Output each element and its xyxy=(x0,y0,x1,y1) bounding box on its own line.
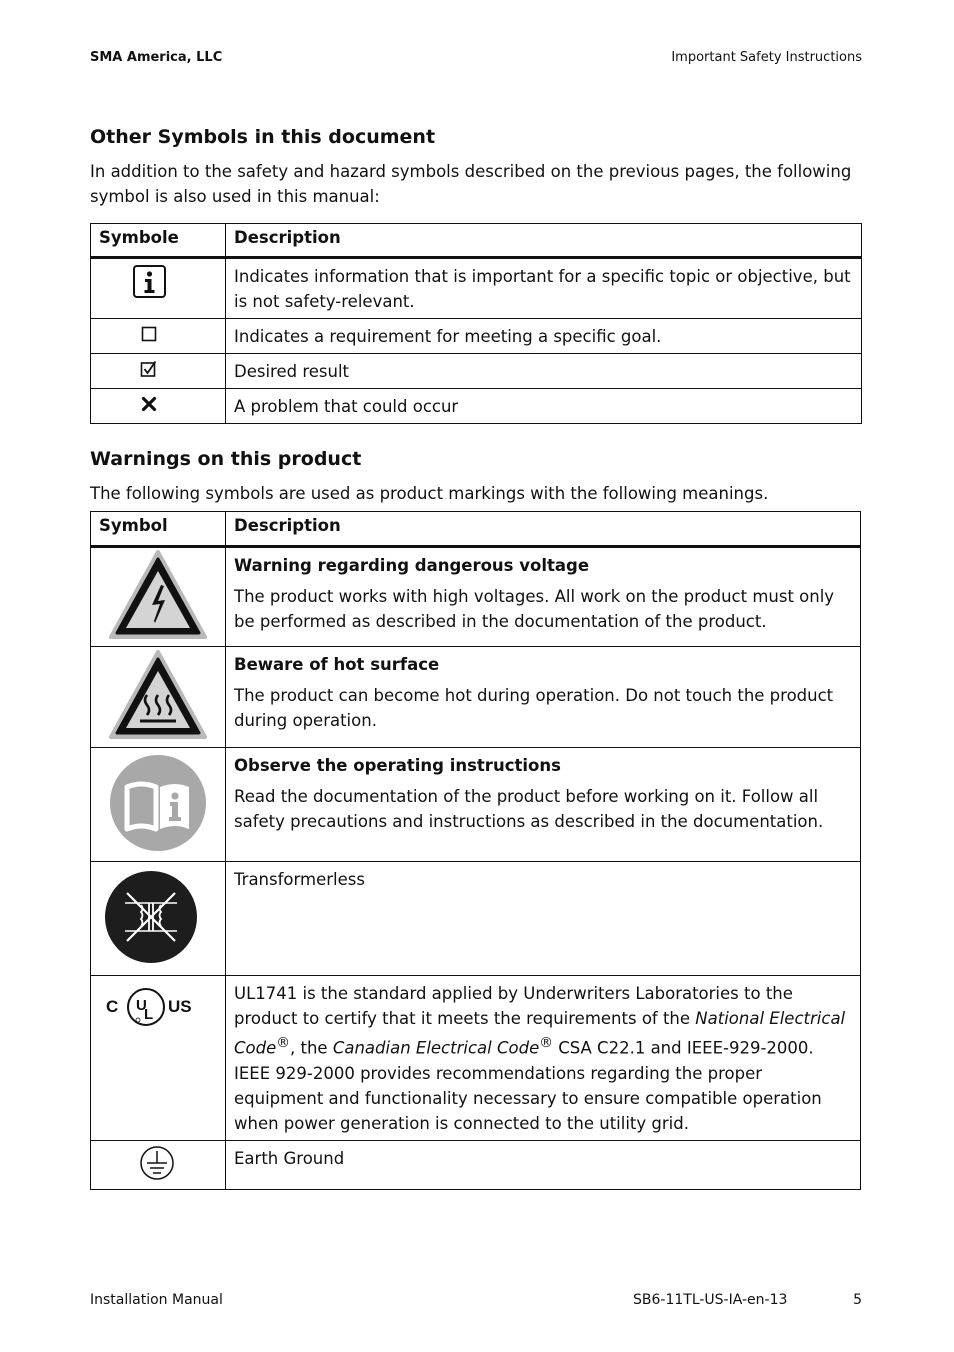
column-header-description: Description xyxy=(226,224,862,258)
description-cell: Indicates information that is important for a specific topic or objective, but is not safety-relevant. xyxy=(226,258,862,319)
symbol-cell xyxy=(91,748,226,862)
registered-mark: ® xyxy=(276,1035,290,1051)
warning-text: Read the documentation of the product before working on it. Follow all safety precautions and instructions as described in the documentation. xyxy=(234,787,824,831)
earth-ground-icon xyxy=(139,1145,175,1181)
ul-text-nec: National Electrical Code xyxy=(234,1009,846,1058)
page-number: 5 xyxy=(853,1292,862,1308)
table-row xyxy=(91,976,861,1141)
column-header-description: Description xyxy=(226,512,861,547)
column-header-symbol: Symbole xyxy=(91,224,226,258)
section-title-warnings: Warnings on this product xyxy=(90,448,362,470)
transformerless-icon xyxy=(103,869,199,965)
cross-icon xyxy=(141,396,157,412)
description-cell: Desired result xyxy=(226,354,862,389)
warning-title: Warning regarding dangerous voltage xyxy=(234,556,590,575)
ul-text-part: CSA C22.1 and IEEE-929-2000. IEEE 929-2000 provides recommendations regarding the proper equipment and functionality necessary to ensure compatible operation when power generation is connected to the utility grid. xyxy=(234,1038,822,1133)
description-cell xyxy=(226,976,861,1141)
description-cell xyxy=(226,547,861,647)
symbol-cell xyxy=(91,258,226,319)
description-cell: Earth Ground xyxy=(226,1140,861,1189)
symbol-cell xyxy=(91,389,226,424)
ul-text-part: UL1741 is the standard applied by Underwriters Laboratories to the product to certify that it meets the requirements of the xyxy=(234,984,793,1028)
table-row xyxy=(91,389,862,424)
warnings-table xyxy=(90,511,861,1190)
warning-title: Beware of hot surface xyxy=(234,655,440,674)
section-intro-other-symbols: In addition to the safety and hazard symbols described on the previous pages, the following symbol is also used in this manual: xyxy=(90,162,852,206)
warning-title: Observe the operating instructions xyxy=(234,756,561,775)
footer-document-code: SB6-11TL-US-IA-en-13 xyxy=(633,1292,788,1308)
c-ul-us-mark-icon xyxy=(102,982,202,1028)
symbol-cell xyxy=(91,1140,226,1189)
hot-surface-warning-icon xyxy=(108,649,208,741)
table-header-row xyxy=(91,512,861,547)
warning-text: The product works with high voltages. All work on the product must only be performed as described in the documentation of the product. xyxy=(234,587,835,631)
operating-instructions-icon xyxy=(109,754,207,852)
svg-text:L: L xyxy=(144,1006,154,1023)
checked-box-icon xyxy=(140,360,158,378)
info-icon xyxy=(132,264,168,300)
description-cell: Indicates a requirement for meeting a specific goal. xyxy=(226,319,862,354)
symbol-cell xyxy=(91,319,226,354)
svg-text:US: US xyxy=(168,997,192,1016)
table-header-row xyxy=(91,224,862,258)
header-company: SMA America, LLC xyxy=(90,50,223,65)
svg-text:U: U xyxy=(136,997,147,1014)
symbol-cell xyxy=(91,647,226,748)
description-cell: Transformerless xyxy=(226,862,861,976)
table-row xyxy=(91,258,862,319)
table-row xyxy=(91,547,861,647)
column-header-symbol: Symbol xyxy=(91,512,226,547)
table-row xyxy=(91,647,861,748)
table-row xyxy=(91,748,861,862)
section-title-other-symbols: Other Symbols in this document xyxy=(90,126,436,148)
footer-document-title: Installation Manual xyxy=(90,1292,223,1308)
table-row xyxy=(91,354,862,389)
table-row xyxy=(91,1140,861,1189)
high-voltage-warning-icon xyxy=(108,549,208,641)
description-cell xyxy=(226,748,861,862)
empty-checkbox-icon xyxy=(141,326,157,342)
svg-text:C: C xyxy=(106,997,119,1016)
header-section-title: Important Safety Instructions xyxy=(671,50,862,65)
registered-mark: ® xyxy=(539,1035,553,1051)
warning-text: The product can become hot during operation. Do not touch the product during operation. xyxy=(234,686,834,730)
description-cell: A problem that could occur xyxy=(226,389,862,424)
table-row xyxy=(91,319,862,354)
symbol-cell xyxy=(91,354,226,389)
section-intro-warnings: The following symbols are used as product markings with the following meanings. xyxy=(90,484,769,503)
description-cell xyxy=(226,647,861,748)
symbol-cell xyxy=(91,976,226,1141)
ul-text-part: , the xyxy=(290,1038,333,1058)
symbol-cell xyxy=(91,862,226,976)
table-row xyxy=(91,862,861,976)
other-symbols-table xyxy=(90,223,862,424)
symbol-cell xyxy=(91,547,226,647)
ul-text-cec: Canadian Electrical Code xyxy=(332,1038,540,1058)
